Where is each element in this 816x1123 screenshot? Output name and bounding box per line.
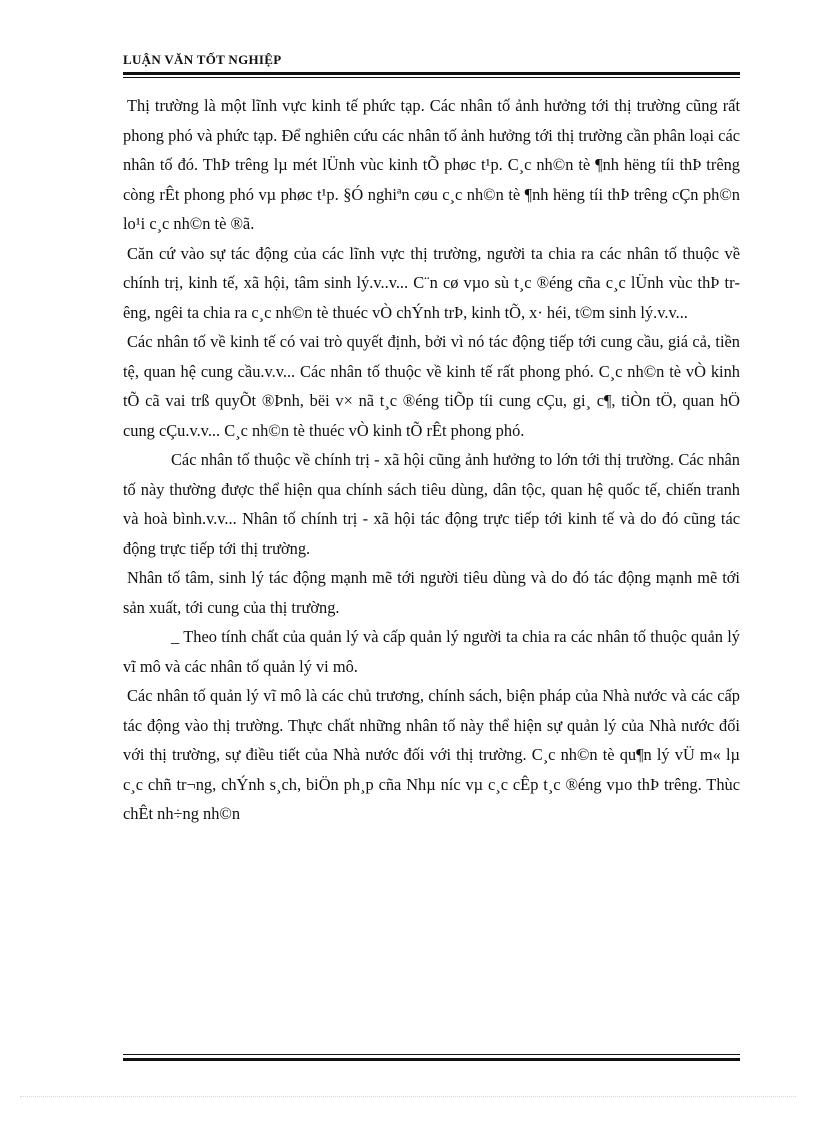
running-header: LUẬN VĂN TỐT NGHIỆP [123,52,282,67]
footer-rule-thin [123,1054,740,1055]
page-body [123,91,740,829]
footer-rule-thick [123,1058,740,1061]
paragraph: Các nhân tố về kinh tế có vai trò quyết định, bởi vì nó tác động tiếp tới cung cầu, giá cả, tiền tệ, quan hệ cung cầu.v.v... Các nhân tố thuộc về kinh tế rất phong phó. C¸c nh©n tè vÒ kinh tÕ cã vai trß quyÕt ®Þnh, bëi v× nã t¸c ®éng tiÕp tíi cung cÇu, gi¸ c¶, tiÒn tÖ, quan hÖ cung cÇu.v.v... C¸c nh©n tè thuéc vÒ kinh tÕ rÊt phong phó. [123,332,740,440]
paragraph: Các nhân tố quản lý vĩ mô là các chủ trương, chính sách, biện pháp của Nhà nước và các cấp tác động vào thị trường. Thực chất những nhân tố này thể hiện sự quản lý của Nhà nước đối với thị trường, sự điều tiết của Nhà nước đối với thị trường. C¸c nh©n tè qu¶n lý vÜ m« lµ c¸c chñ tr¬ng, chÝnh s¸ch, biÖn ph¸p cña Nhµ níc vµ c¸c cÊp t¸c ®éng vµo thÞ trêng. Thùc chÊt nh÷ng nh©n [123,686,740,823]
paragraph: _ Theo tính chất của quản lý và cấp quản lý người ta chia ra các nhân tố thuộc quản lý vĩ mô và các nhân tố quản lý vi mô. [123,627,740,676]
paragraph: Căn cứ vào sự tác động của các lĩnh vực thị trường, người ta chia ra các nhân tố thuộc về chính trị, kinh tế, xã hội, tâm sinh lý.v..v... C¨n cø vµo sù t¸c ®éng cña c¸c lÜnh vùc thÞ trêng, ngêi ta chia ra c¸c nh©n tè thuéc vÒ chÝnh trÞ, kinh tÕ, x· héi, t©m sinh lý.v.v... [123,243,740,322]
page-edge-divider [20,1096,796,1097]
paragraph: Các nhân tố thuộc về chính trị - xã hội cũng ảnh hưởng to lớn tới thị trường. Các nhân tố này thường được thể hiện qua chính sách tiêu dùng, dân tộc, quan hệ quốc tế, chiến tranh và hoà bình.v.v... Nhân tố chính trị - xã hội tác động trực tiếp tới kinh tế và do đó cũng tác động trực tiếp tới thị trường. [123,450,740,558]
paragraph: Thị trường là một lĩnh vực kinh tế phức tạp. Các nhân tố ảnh hưởng tới thị trường cũng rất phong phó và phức tạp. Để nghiên cứu các nhân tố ảnh hưởng tới thị trường cần phân loại các nhân tố đó. ThÞ trêng lµ mét lÜnh vùc kinh tÕ phøc t¹p. C¸c nh©n tè ¶nh hëng tíi thÞ trêng còng rÊt phong phó vµ phøc t¹p. §Ó nghiªn cøu c¸c nh©n tè ¶nh hëng tíi thÞ trêng cÇn ph©n lo¹i c¸c nh©n tè ®ã. [123,96,740,233]
paragraph: Nhân tố tâm, sinh lý tác động mạnh mẽ tới người tiêu dùng và do đó tác động mạnh mẽ tới sản xuất, tới cung của thị trường. [123,568,740,617]
header-rule-thin [123,77,740,78]
header-rule-thick [123,72,740,75]
